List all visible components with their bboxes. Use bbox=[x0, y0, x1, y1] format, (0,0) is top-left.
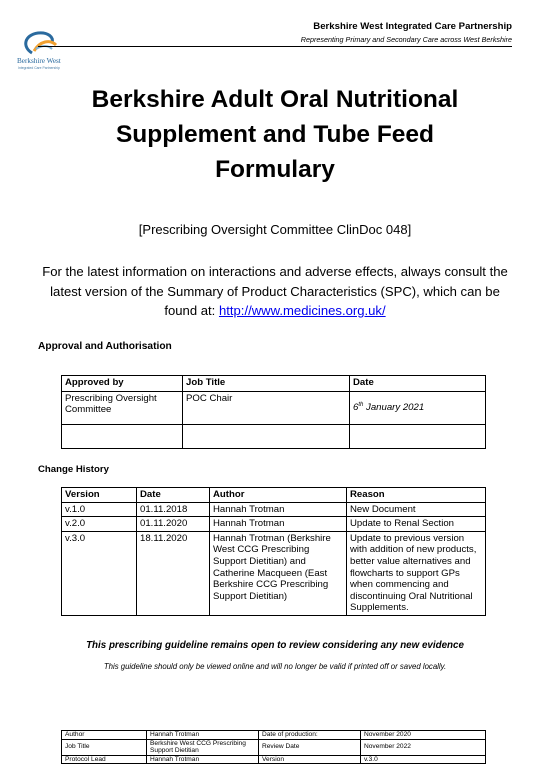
consult-line-3-prefix: found at: bbox=[164, 303, 219, 318]
footer-production-value: November 2020 bbox=[361, 731, 486, 740]
footer-jobtitle-value: Berkshire West CCG Prescribing Support Dietitian bbox=[147, 739, 259, 755]
change-date: 18.11.2020 bbox=[137, 531, 210, 615]
approval-col-date: Date bbox=[350, 376, 486, 392]
consult-line-1: For the latest information on interactions and adverse effects, always consult the bbox=[42, 264, 508, 279]
header-divider bbox=[38, 46, 512, 47]
logo-name: Berkshire West bbox=[17, 57, 61, 65]
table-row bbox=[62, 517, 486, 532]
change-reason: Update to previous version with addition of new products, better value alternatives and flowcharts to support GPs when commencing and discontinuing Oral Nutritional Supplements. bbox=[347, 531, 486, 615]
footer-review-label: Review Date bbox=[259, 739, 361, 755]
approval-job-title: POC Chair bbox=[183, 392, 350, 425]
title-line-1: Berkshire Adult Oral Nutritional bbox=[91, 86, 459, 113]
approval-date-suffix: th bbox=[358, 402, 364, 409]
footer-table bbox=[61, 730, 486, 764]
approval-date-day: 6 bbox=[353, 402, 359, 414]
change-version: v.1.0 bbox=[62, 502, 137, 517]
footer-protocol-value: Hannah Trotman bbox=[147, 755, 259, 764]
medicines-link[interactable]: http://www.medicines.org.uk/ bbox=[218, 303, 386, 318]
approval-date bbox=[350, 392, 486, 425]
footer-review-value: November 2022 bbox=[361, 739, 486, 755]
change-col-reason: Reason bbox=[347, 488, 486, 503]
approval-heading: Approval and Authorisation bbox=[38, 341, 172, 352]
table-row bbox=[62, 392, 486, 425]
footer-row bbox=[62, 739, 486, 755]
change-version: v.2.0 bbox=[62, 517, 137, 532]
footer-version-label: Version bbox=[259, 755, 361, 764]
header-organisation: Berkshire West Integrated Care Partnership bbox=[313, 21, 512, 32]
consult-notice bbox=[30, 262, 520, 321]
change-col-date: Date bbox=[137, 488, 210, 503]
footer-author-value: Hannah Trotman bbox=[147, 731, 259, 740]
change-col-author: Author bbox=[210, 488, 347, 503]
document-reference: [Prescribing Oversight Committee ClinDoc 048] bbox=[138, 222, 412, 237]
consult-line-2: latest version of the Summary of Product Characteristics (SPC), which can be bbox=[50, 283, 500, 299]
footer-jobtitle-label: Job Title bbox=[62, 739, 147, 755]
footer-production-label: Date of production: bbox=[259, 731, 361, 740]
footer-protocol-label: Protocol Lead bbox=[62, 755, 147, 764]
empty-cell bbox=[350, 425, 486, 449]
change-header-row bbox=[62, 488, 486, 503]
empty-cell bbox=[183, 425, 350, 449]
change-history-table bbox=[61, 487, 486, 616]
review-note: This prescribing guideline remains open to review considering any new evidence bbox=[86, 640, 464, 651]
table-row bbox=[62, 531, 486, 615]
change-date: 01.11.2020 bbox=[137, 517, 210, 532]
approval-date-rest: January 2021 bbox=[363, 402, 425, 414]
change-history-heading: Change History bbox=[38, 464, 109, 475]
title-line-3: Formulary bbox=[215, 156, 335, 183]
change-reason: Update to Renal Section bbox=[347, 517, 486, 532]
empty-cell bbox=[62, 425, 183, 449]
logo-subtitle: Integrated Care Partnership bbox=[18, 66, 60, 70]
change-col-version: Version bbox=[62, 488, 137, 503]
title-line-2: Supplement and Tube Feed bbox=[115, 121, 435, 148]
change-author: Hannah Trotman (Berkshire West CCG Prescribing Support Dietitian) and Catherine Macqueen (East Berkshire CCG Prescribing Support Dietitian) bbox=[210, 531, 347, 615]
footer-version-value: v.3.0 bbox=[361, 755, 486, 764]
approval-approved-by: Prescribing Oversight Committee bbox=[62, 392, 183, 425]
approval-col-approved-by: Approved by bbox=[62, 376, 183, 392]
organisation-logo bbox=[14, 27, 74, 87]
table-row-empty bbox=[62, 425, 486, 449]
change-author: Hannah Trotman bbox=[210, 502, 347, 517]
approval-table bbox=[61, 375, 486, 449]
logo-swirl-icon bbox=[14, 27, 74, 57]
header-tagline: Representing Primary and Secondary Care across West Berkshire bbox=[300, 35, 512, 44]
change-date: 01.11.2018 bbox=[137, 502, 210, 517]
change-version: v.3.0 bbox=[62, 531, 137, 615]
footer-author-label: Author bbox=[62, 731, 147, 740]
change-author: Hannah Trotman bbox=[210, 517, 347, 532]
change-reason: New Document bbox=[347, 502, 486, 517]
table-row bbox=[62, 502, 486, 517]
consult-line-3 bbox=[30, 301, 520, 321]
online-note: This guideline should only be viewed online and will no longer be valid if printed off or saved locally. bbox=[103, 662, 447, 671]
footer-row bbox=[62, 755, 486, 764]
approval-col-job-title: Job Title bbox=[183, 376, 350, 392]
footer-row bbox=[62, 731, 486, 740]
document-title bbox=[40, 82, 510, 187]
approval-header-row bbox=[62, 376, 486, 392]
